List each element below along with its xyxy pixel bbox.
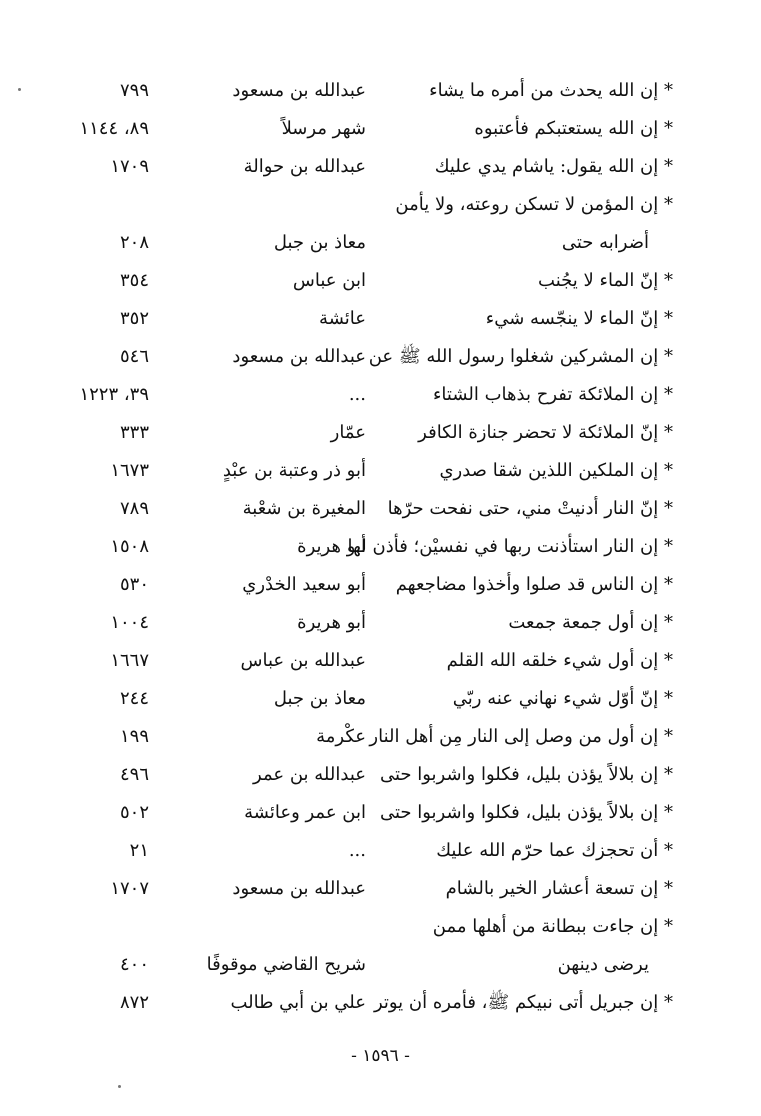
reference-number: ٤٠٠ — [119, 954, 149, 975]
narrator: أبو هريرة — [297, 536, 366, 557]
hadith-text: * إنّ الماء لا يجُنب — [538, 270, 673, 291]
narrator: عكْرمة — [316, 726, 366, 747]
reference-number: ١٥٠٨ — [110, 536, 149, 557]
index-entry — [0, 874, 761, 904]
index-entry — [0, 418, 761, 448]
reference-number: ٢٠٨ — [119, 232, 149, 253]
scan-speck — [18, 88, 21, 91]
index-entry — [0, 608, 761, 638]
narrator: عبدالله بن عمر — [253, 764, 366, 785]
narrator: المغيرة بن شعْبة — [242, 498, 366, 519]
hadith-text: * إن الناس قد صلوا وأخذوا مضاجعهم — [395, 574, 673, 595]
reference-number: ١٧٠٧ — [110, 878, 149, 899]
narrator: أبو هريرة — [297, 612, 366, 633]
hadith-text: * إنّ الماء لا ينجّسه شيء — [485, 308, 673, 329]
hadith-text: * إن جاءت ببطانة من أهلها ممن — [432, 916, 673, 937]
narrator: عبدالله بن مسعود — [232, 878, 366, 899]
hadith-text: يرضى دينهن — [557, 954, 649, 975]
index-entry — [0, 836, 761, 866]
narrator: عبدالله بن حوالة — [243, 156, 366, 177]
index-entry — [0, 950, 761, 980]
narrator: علي بن أبي طالب — [230, 992, 366, 1013]
reference-number: ٧٩٩ — [119, 80, 149, 101]
hadith-text: * إن تسعة أعشار الخير بالشام — [445, 878, 673, 899]
index-entry — [0, 380, 761, 410]
hadith-text: أضرابه حتى — [561, 232, 649, 253]
narrator: شريح القاضي موقوفًا — [206, 954, 366, 975]
hadith-text: * إن أول من وصل إلى النار مِن أهل النار — [369, 726, 673, 747]
index-entry — [0, 76, 761, 106]
narrator: عائشة — [319, 308, 366, 329]
hadith-text: * إنّ النار أدنيتْ مني، حتى نفحت حرّها — [387, 498, 673, 519]
page-number: - ١٥٩٦ - — [351, 1046, 410, 1066]
narrator: ابن عمر وعائشة — [244, 802, 366, 823]
index-entry — [0, 190, 761, 220]
narrator: عبدالله بن عباس — [240, 650, 366, 671]
narrator: ... — [348, 384, 366, 405]
narrator: معاذ بن جبل — [273, 232, 366, 253]
reference-number: ٣٥٤ — [119, 270, 149, 291]
hadith-text: * إن الله يستعتبكم فأعتبوه — [474, 118, 673, 139]
index-entry — [0, 646, 761, 676]
hadith-text: * إن الله يقول: ياشام يدي عليك — [434, 156, 673, 177]
hadith-text: * إنّ الملائكة لا تحضر جنازة الكافر — [418, 422, 673, 443]
scan-speck — [118, 1085, 121, 1088]
hadith-text: * إن الله يحدث من أمره ما يشاء — [429, 80, 673, 101]
index-entry — [0, 152, 761, 182]
reference-number: ٤٩٦ — [119, 764, 149, 785]
hadith-text: * إن أول جمعة جمعت — [508, 612, 673, 633]
index-entry — [0, 684, 761, 714]
index-entry — [0, 342, 761, 372]
reference-number: ٢١ — [129, 840, 149, 861]
hadith-text: * إن بلالاً يؤذن بليل، فكلوا واشربوا حتى — [379, 802, 673, 823]
index-entry — [0, 760, 761, 790]
index-entry — [0, 228, 761, 258]
narrator: عمّار — [330, 422, 366, 443]
narrator: ... — [348, 840, 366, 861]
narrator: شهر مرسلاً — [281, 118, 366, 139]
index-entry — [0, 456, 761, 486]
hadith-text: * إن المشركين شغلوا رسول الله ﷺ عن — [368, 346, 673, 367]
hadith-text: * إنّ أوّل شيء نهاني عنه ربّي — [452, 688, 673, 709]
hadith-text: * إن أول شيء خلقه الله القلم — [446, 650, 673, 671]
reference-number: ١٩٩ — [119, 726, 149, 747]
reference-number: ٨٧٢ — [119, 992, 149, 1013]
reference-number: ٨٩، ١١٤٤ — [79, 118, 149, 139]
reference-number: ١٦٧٣ — [110, 460, 149, 481]
hadith-text: * إن بلالاً يؤذن بليل، فكلوا واشربوا حتى — [379, 764, 673, 785]
hadith-text: * إن الملائكة تفرح بذهاب الشتاء — [432, 384, 673, 405]
hadith-text: * إن المؤمن لا تسكن روعته، ولا يأمن — [395, 194, 673, 215]
reference-number: ٣٥٢ — [119, 308, 149, 329]
index-entry — [0, 266, 761, 296]
index-entry — [0, 532, 761, 562]
index-entry — [0, 570, 761, 600]
narrator: عبدالله بن مسعود — [232, 80, 366, 101]
reference-number: ١٦٦٧ — [110, 650, 149, 671]
reference-number: ٣٩، ١٢٢٣ — [79, 384, 149, 405]
index-entry — [0, 912, 761, 942]
index-entry — [0, 798, 761, 828]
reference-number: ٣٣٣ — [119, 422, 149, 443]
narrator: عبدالله بن مسعود — [232, 346, 366, 367]
hadith-text: * إن الملكين اللذين شقا صدري — [439, 460, 673, 481]
narrator: أبو سعيد الخدْري — [242, 574, 366, 595]
narrator: أبو ذر وعتبة بن عبْدٍ — [222, 460, 366, 481]
index-entry — [0, 722, 761, 752]
index-entry — [0, 114, 761, 144]
narrator: ابن عباس — [292, 270, 366, 291]
hadith-text: * أن تحجزك عما حرّم الله عليك — [436, 840, 673, 861]
index-entry — [0, 988, 761, 1018]
reference-number: ٥٠٢ — [119, 802, 149, 823]
index-entry — [0, 494, 761, 524]
hadith-text: * إن جبريل أتى نبيكم ﷺ، فأمره أن يوتر — [373, 992, 673, 1013]
reference-number: ١٧٠٩ — [110, 156, 149, 177]
reference-number: ٧٨٩ — [119, 498, 149, 519]
reference-number: ٢٤٤ — [119, 688, 149, 709]
reference-number: ٥٤٦ — [119, 346, 149, 367]
reference-number: ٥٣٠ — [119, 574, 149, 595]
narrator: معاذ بن جبل — [273, 688, 366, 709]
reference-number: ١٠٠٤ — [110, 612, 149, 633]
hadith-text: * إن النار استأذنت ربها في نفسيْن؛ فأذن لها — [347, 536, 673, 557]
index-entry — [0, 304, 761, 334]
